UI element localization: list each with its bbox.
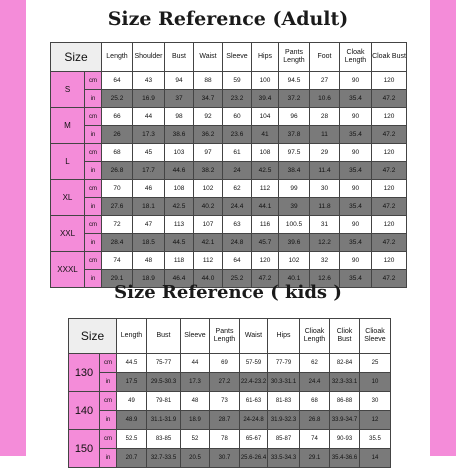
table-cell: 35.4 (340, 126, 372, 144)
size-header: Size (69, 319, 117, 354)
table-cell: 18.1 (133, 198, 165, 216)
table-cell: 28.7 (210, 411, 240, 430)
table-row (69, 373, 391, 392)
table-cell: 11.8 (310, 198, 340, 216)
table-row (51, 234, 407, 252)
table-cell: 35.4-36.6 (330, 449, 360, 468)
table-cell: 99 (279, 180, 310, 198)
table-row (69, 449, 391, 468)
table-cell: 35.4 (340, 162, 372, 180)
table-cell: 33.5-34.3 (268, 449, 300, 468)
table-cell: 35.4 (340, 270, 372, 288)
table-cell: 59 (223, 72, 252, 90)
table-cell: 24.8 (223, 234, 252, 252)
table-cell: 48 (133, 252, 165, 270)
table-cell: 47 (133, 216, 165, 234)
table-cell: 45.7 (252, 234, 279, 252)
unit-label: in (85, 198, 102, 216)
adult-size-table (50, 42, 407, 288)
table-cell: 107 (194, 216, 223, 234)
table-cell: 73 (210, 392, 240, 411)
table-cell: 57-59 (240, 354, 268, 373)
table-cell: 29.5-30.3 (147, 373, 181, 392)
table-cell: 24.4 (300, 373, 330, 392)
column-header: Bust (165, 43, 194, 72)
table-cell: 83-85 (147, 430, 181, 449)
table-cell: 31 (310, 216, 340, 234)
table-cell: 12.6 (310, 270, 340, 288)
table-cell: 24-24.8 (240, 411, 268, 430)
table-cell: 18.9 (181, 411, 210, 430)
table-cell: 35.4 (340, 234, 372, 252)
table-cell: 120 (252, 252, 279, 270)
table-cell: 64 (223, 252, 252, 270)
table-cell: 63 (223, 216, 252, 234)
table-cell: 48.9 (117, 411, 147, 430)
table-cell: 90 (340, 252, 372, 270)
table-cell: 68 (300, 392, 330, 411)
table-cell: 61 (223, 144, 252, 162)
table-cell: 32.7-33.5 (147, 449, 181, 468)
table-cell: 74 (102, 252, 133, 270)
table-cell: 120 (372, 144, 407, 162)
unit-label: in (85, 162, 102, 180)
table-cell: 81-83 (268, 392, 300, 411)
table-cell: 10.6 (310, 90, 340, 108)
table-cell: 30 (310, 180, 340, 198)
table-cell: 102 (194, 180, 223, 198)
unit-label: cm (85, 144, 102, 162)
table-cell: 52.5 (117, 430, 147, 449)
table-cell: 74 (300, 430, 330, 449)
unit-label: cm (100, 392, 117, 411)
table-cell: 29.1 (300, 449, 330, 468)
table-cell: 39 (279, 198, 310, 216)
table-cell: 116 (252, 216, 279, 234)
table-cell: 120 (372, 72, 407, 90)
table-cell: 47.2 (372, 162, 407, 180)
table-cell: 97 (194, 144, 223, 162)
column-header: Clioak Length (300, 319, 330, 354)
kids-title: Size Reference ( kids ) (114, 282, 342, 303)
table-cell: 37.8 (279, 126, 310, 144)
table-row (51, 162, 407, 180)
table-cell: 11 (310, 126, 340, 144)
table-cell: 25.6-26.4 (240, 449, 268, 468)
column-header: Waist (194, 43, 223, 72)
unit-label: cm (85, 252, 102, 270)
table-cell: 41 (252, 126, 279, 144)
table-cell: 88 (194, 72, 223, 90)
table-cell: 33.9-34.7 (330, 411, 360, 430)
table-cell: 70 (102, 180, 133, 198)
table-cell: 44 (133, 108, 165, 126)
table-cell: 66 (102, 108, 133, 126)
table-cell: 46.4 (165, 270, 194, 288)
table-cell: 37.2 (279, 90, 310, 108)
table-cell: 79-81 (147, 392, 181, 411)
unit-label: cm (85, 180, 102, 198)
table-cell: 69 (210, 354, 240, 373)
table-cell: 86-88 (330, 392, 360, 411)
table-cell: 90 (340, 72, 372, 90)
table-cell: 42.5 (252, 162, 279, 180)
table-cell: 90 (340, 144, 372, 162)
column-header: Bust (147, 319, 181, 354)
table-cell: 118 (165, 252, 194, 270)
table-row (51, 108, 407, 126)
adult-title: Size Reference (Adult) (107, 8, 349, 30)
table-cell: 25.2 (223, 270, 252, 288)
table-cell: 96 (279, 108, 310, 126)
table-cell: 36.2 (194, 126, 223, 144)
unit-label: in (100, 449, 117, 468)
table-cell: 12 (360, 411, 391, 430)
table-row (51, 90, 407, 108)
table-cell: 44.6 (165, 162, 194, 180)
size-label: 130 (69, 354, 100, 392)
table-cell: 47.2 (372, 126, 407, 144)
table-cell: 31.1-31.9 (147, 411, 181, 430)
table-cell: 44.1 (252, 198, 279, 216)
table-cell: 12.2 (310, 234, 340, 252)
table-cell: 49 (117, 392, 147, 411)
table-cell: 82-84 (330, 354, 360, 373)
table-cell: 103 (165, 144, 194, 162)
table-cell: 100.5 (279, 216, 310, 234)
table-cell: 112 (252, 180, 279, 198)
table-cell: 26.8 (102, 162, 133, 180)
right-pink-stripe (430, 0, 456, 456)
table-row (51, 126, 407, 144)
table-cell: 23.6 (223, 126, 252, 144)
table-cell: 47.2 (372, 234, 407, 252)
unit-label: cm (100, 354, 117, 373)
table-cell: 44 (181, 354, 210, 373)
table-cell: 44.0 (194, 270, 223, 288)
table-cell: 90 (340, 108, 372, 126)
table-row (51, 144, 407, 162)
size-label: XXXL (51, 252, 85, 288)
table-cell: 77-79 (268, 354, 300, 373)
table-cell: 22.4-23.2 (240, 373, 268, 392)
table-cell: 42.5 (165, 198, 194, 216)
table-cell: 120 (372, 108, 407, 126)
table-cell: 92 (194, 108, 223, 126)
column-header: Length (102, 43, 133, 72)
table-cell: 90-93 (330, 430, 360, 449)
table-cell: 108 (252, 144, 279, 162)
column-header: Sleeve (223, 43, 252, 72)
table-cell: 90 (340, 180, 372, 198)
table-cell: 85-87 (268, 430, 300, 449)
table-cell: 27.6 (102, 198, 133, 216)
table-cell: 38.6 (165, 126, 194, 144)
table-cell: 24.4 (223, 198, 252, 216)
table-cell: 100 (252, 72, 279, 90)
column-header: Pants Length (279, 43, 310, 72)
table-cell: 14 (360, 449, 391, 468)
unit-label: in (85, 90, 102, 108)
table-cell: 120 (372, 180, 407, 198)
table-cell: 17.3 (133, 126, 165, 144)
table-cell: 26 (102, 126, 133, 144)
table-cell: 30.3-31.1 (268, 373, 300, 392)
table-cell: 29.1 (102, 270, 133, 288)
table-cell: 108 (165, 180, 194, 198)
table-cell: 45 (133, 144, 165, 162)
table-cell: 27 (310, 72, 340, 90)
table-cell: 120 (372, 216, 407, 234)
table-cell: 44.5 (165, 234, 194, 252)
table-cell: 25 (360, 354, 391, 373)
table-row (69, 411, 391, 430)
unit-label: in (85, 234, 102, 252)
table-cell: 112 (194, 252, 223, 270)
unit-label: cm (85, 72, 102, 90)
table-row (51, 180, 407, 198)
table-cell: 38.2 (194, 162, 223, 180)
table-cell: 38.4 (279, 162, 310, 180)
column-header: Cliok Bust (330, 319, 360, 354)
header-row (51, 43, 407, 72)
table-cell: 97.5 (279, 144, 310, 162)
unit-label: in (85, 126, 102, 144)
table-cell: 30.7 (210, 449, 240, 468)
table-row (51, 216, 407, 234)
unit-label: in (100, 411, 117, 430)
table-cell: 34.7 (194, 90, 223, 108)
table-row (51, 198, 407, 216)
size-label: L (51, 144, 85, 180)
kids-size-table (68, 318, 391, 468)
table-cell: 104 (252, 108, 279, 126)
table-cell: 47.2 (372, 270, 407, 288)
table-cell: 27.2 (210, 373, 240, 392)
table-cell: 37 (165, 90, 194, 108)
table-cell: 11.4 (310, 162, 340, 180)
column-header: Waist (240, 319, 268, 354)
table-cell: 102 (279, 252, 310, 270)
unit-label: in (100, 373, 117, 392)
table-cell: 65-67 (240, 430, 268, 449)
table-cell: 98 (165, 108, 194, 126)
table-cell: 47.2 (372, 90, 407, 108)
table-cell: 72 (102, 216, 133, 234)
column-header: Cloak Length (340, 43, 372, 72)
table-cell: 90 (340, 216, 372, 234)
table-cell: 17.3 (181, 373, 210, 392)
table-cell: 24 (223, 162, 252, 180)
table-cell: 26.8 (300, 411, 330, 430)
table-cell: 20.5 (181, 449, 210, 468)
table-cell: 23.2 (223, 90, 252, 108)
table-cell: 64 (102, 72, 133, 90)
table-cell: 35.5 (360, 430, 391, 449)
table-cell: 43 (133, 72, 165, 90)
column-header: Foot (310, 43, 340, 72)
table-cell: 94 (165, 72, 194, 90)
table-cell: 75-77 (147, 354, 181, 373)
table-cell: 61-63 (240, 392, 268, 411)
table-cell: 60 (223, 108, 252, 126)
column-header: Hips (252, 43, 279, 72)
size-label: 140 (69, 392, 100, 430)
table-cell: 29 (310, 144, 340, 162)
table-cell: 40.2 (194, 198, 223, 216)
table-cell: 35.4 (340, 198, 372, 216)
table-cell: 20.7 (117, 449, 147, 468)
column-header: Length (117, 319, 147, 354)
table-row (69, 354, 391, 373)
table-cell: 44.5 (117, 354, 147, 373)
table-cell: 16.9 (133, 90, 165, 108)
table-cell: 40.1 (279, 270, 310, 288)
table-cell: 32 (310, 252, 340, 270)
column-header: Pants Length (210, 319, 240, 354)
unit-label: cm (100, 430, 117, 449)
size-label: 150 (69, 430, 100, 468)
unit-label: cm (85, 216, 102, 234)
table-cell: 31.9-32.3 (268, 411, 300, 430)
column-header: Cloak Bust (372, 43, 407, 72)
table-cell: 28 (310, 108, 340, 126)
table-cell: 47.2 (372, 198, 407, 216)
table-cell: 18.9 (133, 270, 165, 288)
table-cell: 78 (210, 430, 240, 449)
table-cell: 17.5 (117, 373, 147, 392)
table-cell: 94.5 (279, 72, 310, 90)
table-cell: 42.1 (194, 234, 223, 252)
table-cell: 39.4 (252, 90, 279, 108)
table-cell: 68 (102, 144, 133, 162)
column-header: Hips (268, 319, 300, 354)
table-cell: 39.6 (279, 234, 310, 252)
table-cell: 35.4 (340, 90, 372, 108)
size-label: M (51, 108, 85, 144)
table-cell: 28.4 (102, 234, 133, 252)
column-header: Clioak Sleeve (360, 319, 391, 354)
table-cell: 113 (165, 216, 194, 234)
header-row (69, 319, 391, 354)
table-cell: 17.7 (133, 162, 165, 180)
table-cell: 25.2 (102, 90, 133, 108)
left-pink-stripe (0, 0, 26, 456)
column-header: Shoulder (133, 43, 165, 72)
unit-label: in (85, 270, 102, 288)
table-cell: 47.2 (252, 270, 279, 288)
size-label: S (51, 72, 85, 108)
table-cell: 18.5 (133, 234, 165, 252)
table-cell: 48 (181, 392, 210, 411)
table-cell: 120 (372, 252, 407, 270)
table-cell: 52 (181, 430, 210, 449)
size-label: XXL (51, 216, 85, 252)
table-row (69, 430, 391, 449)
table-row (69, 392, 391, 411)
table-row (51, 72, 407, 90)
table-cell: 10 (360, 373, 391, 392)
table-cell: 32.3-33.1 (330, 373, 360, 392)
table-cell: 46 (133, 180, 165, 198)
table-row (51, 252, 407, 270)
table-cell: 62 (300, 354, 330, 373)
size-label: XL (51, 180, 85, 216)
table-cell: 30 (360, 392, 391, 411)
column-header: Sleeve (181, 319, 210, 354)
size-header: Size (51, 43, 102, 72)
unit-label: cm (85, 108, 102, 126)
table-cell: 62 (223, 180, 252, 198)
